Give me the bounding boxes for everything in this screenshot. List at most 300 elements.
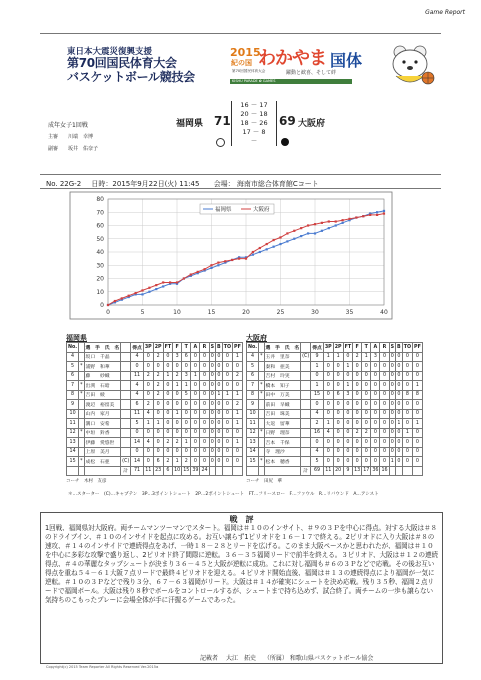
series-2-point — [135, 292, 137, 294]
player-row-cell: 1 — [173, 457, 182, 467]
header-row-cell — [121, 343, 131, 353]
period-3: 18 － 26 — [240, 119, 268, 127]
player-row-cell: 14 — [247, 447, 259, 457]
player-row-cell: 0 — [209, 352, 215, 362]
player-row-cell: 0 — [333, 438, 343, 448]
player-row-cell: 4 — [131, 352, 144, 362]
series-1-point — [376, 211, 378, 213]
player-row-cell: 0 — [191, 419, 200, 429]
header-row-cell: T — [362, 343, 371, 353]
player-row-cell: 7 — [247, 381, 259, 391]
player-row-cell: 0 — [143, 381, 153, 391]
series-1-point — [210, 267, 212, 269]
player-row-cell: 前田 早織 — [264, 400, 301, 410]
player-row-cell: 1 — [402, 428, 412, 438]
player-row-cell: 0 — [153, 447, 163, 457]
player-row-cell: 0 — [362, 409, 371, 419]
player-row-cell: 11 — [247, 419, 259, 429]
player-row-cell: 0 — [353, 438, 362, 448]
player-row — [247, 457, 423, 467]
player-row-cell: 0 — [153, 438, 163, 448]
player-row-cell: 2 — [163, 438, 173, 448]
away-coach-name: 田尻 華 — [264, 479, 282, 484]
player-row-cell: 5 — [131, 419, 144, 429]
game-report-label: Game Report — [425, 9, 465, 16]
legend-label-1: 福岡県 — [215, 207, 232, 213]
series-2-point — [128, 295, 130, 297]
player-row-cell: 0 — [209, 390, 215, 400]
player-row-cell: 0 — [402, 400, 412, 410]
player-row-cell: 0 — [380, 390, 389, 400]
player-row-cell: 4 — [323, 428, 333, 438]
player-row — [67, 381, 243, 391]
player-row-cell: 0 — [216, 419, 223, 429]
player-row — [67, 371, 243, 381]
header-row-cell: T — [182, 343, 191, 353]
totals-row-cell: 17 — [362, 466, 371, 476]
y-tick-label: 50 — [96, 235, 104, 243]
player-row-cell: 0 — [222, 447, 232, 457]
player-row-cell: 0 — [222, 457, 232, 467]
player-row-cell: 0 — [182, 409, 191, 419]
series-2-point — [300, 227, 302, 229]
player-row-cell: 3 — [173, 352, 182, 362]
player-row-cell — [301, 371, 311, 381]
player-row-cell: 0 — [323, 400, 333, 410]
player-row-cell: 0 — [362, 400, 371, 410]
player-row-cell: 0 — [380, 409, 389, 419]
player-row-cell: 0 — [200, 362, 209, 372]
player-row-cell: 14 — [67, 447, 79, 457]
player-row-cell: 0 — [323, 438, 333, 448]
player-row-cell: 6 — [131, 400, 144, 410]
player-row-cell: 2 — [153, 371, 163, 381]
title-line1: 東日本大震災復興支援 — [67, 47, 153, 57]
player-row-cell: 上原 美月 — [84, 447, 121, 457]
player-row-cell: 0 — [396, 390, 403, 400]
series-1-point — [293, 238, 295, 240]
header-row-cell: S — [389, 343, 395, 353]
player-row-cell: 0 — [173, 390, 182, 400]
player-row-cell: 0 — [353, 362, 362, 372]
series-2-point — [217, 262, 219, 264]
player-row-cell: 2 — [163, 457, 173, 467]
player-row-cell: 0 — [222, 352, 232, 362]
player-row-cell: 9 — [247, 400, 259, 410]
player-row-cell: 0 — [402, 409, 412, 419]
player-row-cell: 0 — [209, 457, 215, 467]
player-row-cell: * — [259, 352, 264, 362]
series-2-point — [286, 232, 288, 234]
logo-kokutai: 国体 — [330, 51, 363, 70]
series-2-point — [273, 239, 275, 241]
player-row-cell: 0 — [396, 352, 403, 362]
player-row-cell — [301, 362, 311, 372]
away-team-name: 大阪府 — [298, 119, 326, 129]
header-row-cell: R — [200, 343, 209, 353]
player-row-cell: 0 — [163, 381, 173, 391]
player-row-cell: 0 — [216, 447, 223, 457]
player-row-cell: 吉村 玲実 — [264, 371, 301, 381]
player-row-cell: 1 — [311, 381, 324, 391]
player-row-cell: 0 — [362, 447, 371, 457]
player-row-cell: 0 — [389, 438, 395, 448]
player-row-cell: 0 — [389, 428, 395, 438]
logo-region: 紀の国 — [231, 59, 252, 67]
series-2-point — [231, 259, 233, 261]
player-row-cell: 橋本 知子 — [264, 381, 301, 391]
player-row-cell: 0 — [343, 428, 353, 438]
player-row-cell: 2 — [143, 371, 153, 381]
player-row-cell: 0 — [163, 352, 173, 362]
player-row-cell: 0 — [371, 438, 380, 448]
player-row-cell: 0 — [222, 371, 232, 381]
player-row-cell: * — [259, 381, 264, 391]
player-row-cell: 0 — [209, 362, 215, 372]
player-row-cell — [121, 381, 131, 391]
player-row-cell: 0 — [163, 428, 173, 438]
totals-row-cell — [67, 466, 79, 476]
series-2-point — [141, 289, 143, 291]
player-row-cell: 2 — [362, 428, 371, 438]
player-row-cell: 日野 理奈 — [264, 428, 301, 438]
player-row-cell: 0 — [222, 381, 232, 391]
series-1-point — [279, 243, 281, 245]
totals-row-cell — [216, 466, 223, 476]
player-row-cell: 0 — [402, 362, 412, 372]
player-row-cell: 0 — [343, 419, 353, 429]
player-row-cell: 2 — [233, 400, 243, 410]
totals-row — [247, 466, 423, 476]
series-2-point — [266, 243, 268, 245]
player-row-cell: 0 — [222, 362, 232, 372]
series-2-point — [335, 220, 337, 222]
player-row-cell: 0 — [323, 390, 333, 400]
player-row-cell: 1 — [182, 438, 191, 448]
player-row-cell: 0 — [163, 390, 173, 400]
player-row-cell: 1 — [233, 438, 243, 448]
series-1-point — [314, 232, 316, 234]
player-row-cell: 0 — [353, 447, 362, 457]
header-row-cell: No. — [67, 343, 79, 353]
player-row-cell: 山内 家月 — [84, 409, 121, 419]
player-row-cell: 7 — [67, 381, 79, 391]
header-row — [67, 343, 243, 353]
series-1-point — [328, 227, 330, 229]
player-row-cell: 0 — [380, 371, 389, 381]
totals-row-cell: 9 — [343, 466, 353, 476]
player-row-cell: 0 — [362, 381, 371, 391]
totals-row-cell: 39 — [191, 466, 200, 476]
series-2-point — [162, 281, 164, 283]
player-row-cell: 0 — [191, 362, 200, 372]
series-2-point — [204, 268, 206, 270]
player-row — [247, 447, 423, 457]
series-1-point — [141, 293, 143, 295]
reporter-line — [200, 653, 373, 662]
player-row-cell: 0 — [163, 362, 173, 372]
header-row-cell: 得点 — [311, 343, 324, 353]
x-tick-label: 40 — [380, 309, 388, 316]
series-2-point — [321, 222, 323, 224]
player-row-cell: 0 — [173, 400, 182, 410]
player-row-cell: 0 — [233, 362, 243, 372]
player-row-cell: 0 — [413, 428, 423, 438]
player-row-cell: 8 — [67, 390, 79, 400]
player-row-cell — [121, 390, 131, 400]
game-datetime: 日時：2015年9月22日(火) 11:45 — [91, 180, 200, 188]
player-row-cell: 0 — [182, 428, 191, 438]
x-tick-label: 15 — [207, 309, 216, 316]
player-row-cell: 6 — [153, 457, 163, 467]
player-row-cell: 0 — [200, 428, 209, 438]
x-tick-label: 10 — [173, 309, 181, 316]
player-row-cell: 中垣 鈴香 — [84, 428, 121, 438]
header-row-cell: TO — [222, 343, 232, 353]
player-row-cell: 0 — [191, 428, 200, 438]
player-row-cell: * — [259, 428, 264, 438]
game-number: No. 22G-2 — [46, 180, 82, 188]
player-row-cell: 0 — [163, 400, 173, 410]
player-row-cell: 0 — [371, 457, 380, 467]
player-row-cell: 2 — [353, 428, 362, 438]
player-row-cell: 0 — [371, 371, 380, 381]
player-row-cell: 0 — [191, 409, 200, 419]
series-2-point — [259, 247, 261, 249]
header-row-cell: 選 手 氏 名 — [264, 343, 301, 353]
player-row-cell: 1 — [396, 419, 403, 429]
totals-row-cell: 23 — [153, 466, 163, 476]
player-row-cell: 0 — [143, 428, 153, 438]
player-row-cell: 10 — [247, 409, 259, 419]
player-row-cell: 大返 留華 — [264, 419, 301, 429]
player-row-cell: 0 — [413, 438, 423, 448]
player-row-cell: * — [259, 457, 264, 467]
player-row-cell: 8 — [402, 390, 412, 400]
player-row-cell: 13 — [247, 438, 259, 448]
player-row-cell: 0 — [222, 419, 232, 429]
totals-row-cell: 6 — [163, 466, 173, 476]
series-2-point — [121, 297, 123, 299]
player-row-cell: 0 — [200, 457, 209, 467]
player-row-cell: 吉田 綾 — [84, 390, 121, 400]
player-row-cell: 0 — [413, 409, 423, 419]
player-row-cell: 2 — [233, 371, 243, 381]
y-tick-label: 60 — [96, 222, 104, 230]
header-row-cell: PF — [233, 343, 243, 353]
player-row-cell: 0 — [173, 428, 182, 438]
player-row-cell: (C) — [121, 457, 131, 467]
player-row-cell: 3 — [343, 390, 353, 400]
player-row-cell: 0 — [131, 447, 144, 457]
player-row-cell: 0 — [396, 457, 403, 467]
away-team-header: 大阪府 — [246, 334, 267, 342]
player-row — [67, 400, 243, 410]
player-row-cell: 0 — [200, 419, 209, 429]
player-row-cell: 0 — [191, 447, 200, 457]
player-row — [67, 428, 243, 438]
player-row-cell: 0 — [402, 457, 412, 467]
series-2-point — [293, 230, 295, 232]
footer-copyright: Copyright(c) 2015 Team Reporter All Rights Reserved Ver.2015α — [46, 665, 159, 669]
y-tick-label: 70 — [96, 209, 104, 217]
player-row-cell: 16 — [311, 428, 324, 438]
header-row-cell: 2P — [153, 343, 163, 353]
player-row-cell: 0 — [362, 371, 371, 381]
series-2-point — [279, 236, 281, 238]
player-row-cell: 出渕 石暗 — [84, 381, 121, 391]
player-row — [67, 390, 243, 400]
player-row-cell: 坂口 千晶 — [84, 352, 121, 362]
totals-row-cell: 36 — [371, 466, 380, 476]
player-row-cell: 0 — [200, 371, 209, 381]
header-row-cell: 3P — [143, 343, 153, 353]
player-row-cell: 0 — [402, 419, 412, 429]
totals-row-cell: 71 — [131, 466, 144, 476]
player-row-cell: 5 — [247, 362, 259, 372]
player-row-cell: 2 — [143, 400, 153, 410]
player-row-cell: (C) — [301, 352, 311, 362]
player-row-cell: 0 — [396, 428, 403, 438]
series-2-point — [238, 258, 240, 260]
player-row-cell: 0 — [380, 362, 389, 372]
player-row-cell: 5 — [311, 457, 324, 467]
player-row-cell: 0 — [333, 381, 343, 391]
player-row-cell: 11 — [131, 409, 144, 419]
player-row-cell: 1 — [216, 390, 223, 400]
player-row-cell: 6 — [333, 390, 343, 400]
player-row-cell: 1 — [153, 419, 163, 429]
player-row-cell: 5 — [182, 390, 191, 400]
player-row-cell: 0 — [311, 438, 324, 448]
player-row-cell: 0 — [323, 457, 333, 467]
player-row-cell: 1 — [233, 419, 243, 429]
player-row-cell: 0 — [216, 362, 223, 372]
player-row-cell: * — [79, 390, 84, 400]
player-row-cell: 1 — [413, 381, 423, 391]
player-row-cell: 0 — [222, 428, 232, 438]
player-row-cell: 0 — [343, 447, 353, 457]
series-2-point — [197, 271, 199, 273]
player-row-cell: 0 — [362, 419, 371, 429]
series-1-point — [307, 232, 309, 234]
player-row-cell: 0 — [396, 438, 403, 448]
series-2-point — [190, 273, 192, 275]
player-row-cell: 1 — [413, 419, 423, 429]
player-row-cell: 吉本 千保 — [264, 438, 301, 448]
series-2-point — [307, 224, 309, 226]
player-row-cell: 6 — [182, 352, 191, 362]
player-row-cell: 0 — [371, 390, 380, 400]
player-row — [247, 371, 423, 381]
player-row-cell: 2 — [153, 390, 163, 400]
player-row-cell: 0 — [143, 447, 153, 457]
senpyo-box — [40, 512, 443, 664]
series-1-point — [252, 254, 254, 256]
series-1-point — [162, 285, 164, 287]
home-stats-table — [66, 342, 243, 476]
header-row-cell: A — [371, 343, 380, 353]
player-row-cell: 0 — [200, 381, 209, 391]
player-row-cell: 0 — [143, 362, 153, 372]
player-row-cell: 0 — [216, 352, 223, 362]
header-row-cell: FT — [343, 343, 353, 353]
x-tick-label: 5 — [140, 309, 145, 316]
logo-bar: KISHU PARADE ✿ GAMES — [230, 79, 352, 84]
player-row-cell: 0 — [353, 419, 362, 429]
player-row-cell: 8 — [247, 390, 259, 400]
player-row-cell: 0 — [402, 381, 412, 391]
totals-row-cell: 11 — [323, 466, 333, 476]
player-row — [67, 409, 243, 419]
player-row-cell: 0 — [389, 371, 395, 381]
player-row-cell: 0 — [371, 447, 380, 457]
player-row-cell: 1 — [343, 381, 353, 391]
player-row-cell: 0 — [191, 457, 200, 467]
player-row-cell: 15 — [311, 390, 324, 400]
header-row-cell: 得点 — [131, 343, 144, 353]
player-row-cell: 0 — [343, 371, 353, 381]
player-row-cell: 0 — [362, 457, 371, 467]
away-coach-label: コーチ — [246, 479, 260, 484]
player-row-cell — [301, 409, 311, 419]
y-tick-label: 80 — [96, 196, 104, 203]
player-row-cell — [121, 428, 131, 438]
series-2-point — [155, 284, 157, 286]
player-row-cell — [301, 390, 311, 400]
player-row-cell: 0 — [143, 390, 153, 400]
header-row-cell: A — [191, 343, 200, 353]
player-row-cell: 0 — [333, 457, 343, 467]
player-row-cell: 0 — [191, 352, 200, 362]
player-row-cell: 0 — [343, 409, 353, 419]
player-row-cell: 1 — [362, 352, 371, 362]
series-2-point — [369, 214, 371, 216]
series-1-point — [342, 222, 344, 224]
player-row-cell: 0 — [222, 438, 232, 448]
series-2-point — [383, 212, 385, 214]
venue-name: 海南市総合体育館Cコート — [236, 180, 319, 188]
player-row-cell: 4 — [131, 381, 144, 391]
player-row-cell: 0 — [182, 447, 191, 457]
player-row-cell: * — [259, 390, 264, 400]
player-row-cell — [121, 438, 131, 448]
totals-row-cell: 計 — [301, 466, 311, 476]
player-row-cell: 成松 石亜 — [84, 457, 121, 467]
player-row-cell: 0 — [323, 381, 333, 391]
x-tick-label: 20 — [242, 309, 250, 316]
player-row-cell: 0 — [353, 400, 362, 410]
player-row-cell: 松本 穂香 — [264, 457, 301, 467]
player-row-cell: 0 — [233, 447, 243, 457]
header-row-cell: B — [396, 343, 403, 353]
player-row-cell: 0 — [173, 447, 182, 457]
player-row-cell — [301, 457, 311, 467]
player-row-cell — [121, 362, 131, 372]
player-row-cell: * — [79, 362, 84, 372]
player-row-cell — [301, 400, 311, 410]
player-row-cell: 14 — [131, 438, 144, 448]
player-row-cell: 0 — [153, 409, 163, 419]
series-1-point — [383, 210, 385, 212]
player-row-cell: 0 — [209, 438, 215, 448]
player-row-cell: * — [79, 428, 84, 438]
period-4: 17 － 8 — [242, 128, 266, 136]
player-row-cell: 伊藤 愛悠世 — [84, 438, 121, 448]
player-row-cell: 0 — [402, 352, 412, 362]
player-row-cell: 0 — [182, 362, 191, 372]
player-row-cell: 0 — [191, 400, 200, 410]
